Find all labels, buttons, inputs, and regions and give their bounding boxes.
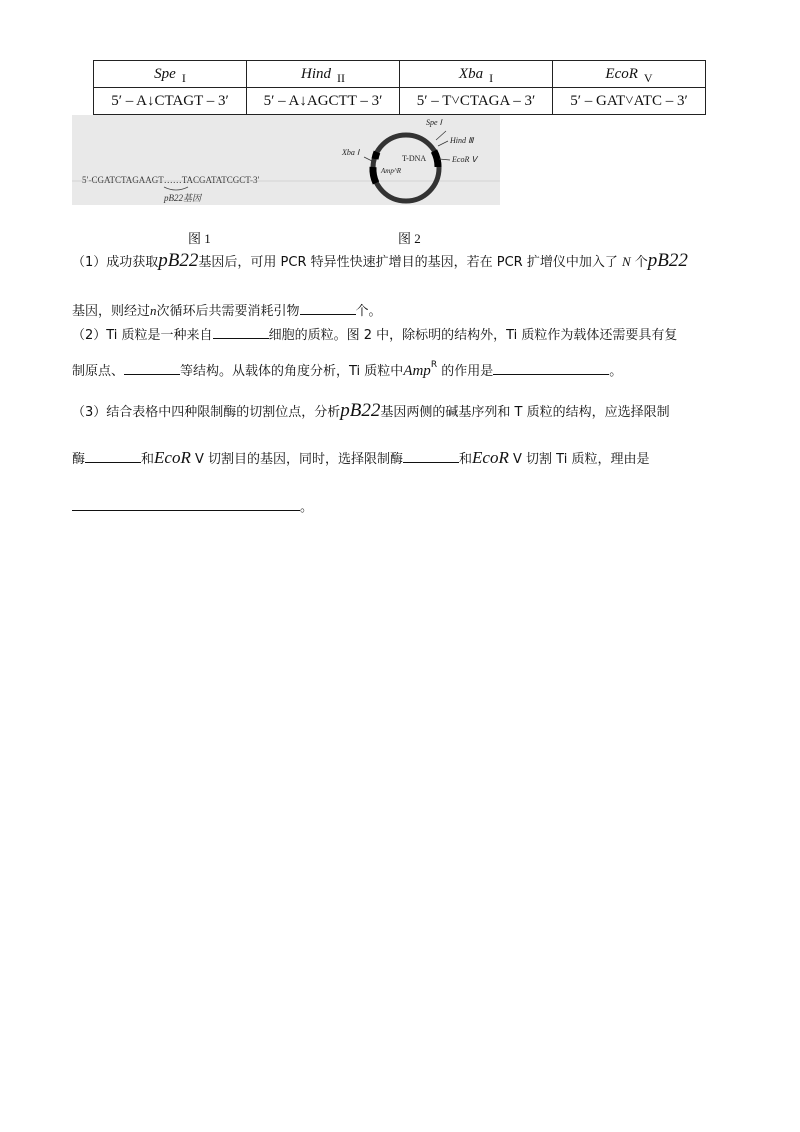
enzyme-header-hind [247,61,400,88]
tdna-region [434,151,438,167]
q3-text-g: V 切割 Ti 质粒，理由是 [513,452,650,467]
q1-text-f: 个。 [355,304,382,319]
label-hind: Hind Ⅲ [450,136,474,145]
figure1-caption: 图 1 [188,231,211,246]
q3-text-h: 。 [300,500,314,515]
q2-line1 [72,324,677,343]
site-ecor: 5′ – GAT˅ATC – 3′ [553,88,706,115]
site-spe: 5′ – A↓CTAGT – 3′ [94,88,247,115]
enzyme-site-row [94,88,706,115]
figure2-caption: 图 2 [398,231,421,246]
q1-text-b: 基因后，可用 PCR 特异性快速扩增目的基因，若在 PCR 扩增仪中加入了 [198,255,618,270]
q3-text-a: （3）结合表格中四种限制酶的切割位点，分析 [72,405,341,420]
arrow-xba [364,157,372,161]
site-xba: 5′ – T˅CTAGA – 3′ [400,88,553,115]
q2-answer-blank-3[interactable] [493,360,609,375]
plasmid-marker [375,152,377,159]
enzyme-header-row [94,61,706,88]
q2-text-f: 。 [609,364,623,379]
q3-line1 [72,400,670,422]
q1-line1 [72,250,688,272]
enzyme-number: II [337,70,345,85]
enzyme-name: Xba [458,65,484,82]
q2-text-c: 制原点、 [72,364,125,379]
site-hind: 5′ – A↓AGCTT – 3′ [247,88,400,115]
label-ecor: EcoR Ⅴ [452,155,477,164]
enzyme-header-ecor [553,61,706,88]
q2-answer-blank-1[interactable] [213,324,269,339]
enzyme-name: Hind [301,65,331,82]
q2-text-d: 等结构。从载体的角度分析，Ti 质粒中 [180,364,404,379]
ecor-name: EcoR [472,448,509,467]
q3-answer-blank-3[interactable] [72,496,300,511]
arrow-hind [438,141,448,146]
q3-line3 [72,496,313,515]
amp-superscript: R [430,360,438,370]
var-N: N [621,254,631,269]
q3-text-f: 和 [459,452,473,467]
q3-text-c: 酶 [72,452,86,467]
label-tdna: T-DNA [402,154,427,163]
label-spe: Spe Ⅰ [426,118,442,127]
q1-text-c: 个 [634,255,648,270]
enzyme-name: EcoR [605,65,638,82]
q3-line2 [72,448,649,468]
q2-text-b: 细胞的质粒。图 2 中，除标明的结构外，Ti 质粒作为载体还需要具有复 [268,328,678,343]
figure-image [72,115,500,205]
enzyme-header-xba [400,61,553,88]
enzyme-name: Spe [154,65,176,82]
amp-region [373,167,376,183]
figure-svg [72,115,500,205]
q2-answer-blank-2[interactable] [124,360,180,375]
q3-text-e: V 切割目的基因，同时，选择限制酶 [195,452,404,467]
ecor-name: EcoR [154,448,191,467]
arrow-spe [436,131,446,140]
enzyme-number: I [181,70,186,85]
enzyme-table [93,60,706,115]
q2-line2 [72,360,622,380]
q3-answer-blank-2[interactable] [403,448,459,463]
fig1-gene-label: pB22基因 [164,193,201,203]
label-xba: Xba Ⅰ [342,148,360,157]
label-amp: Amp^R [381,167,402,175]
enzyme-number: V [643,70,653,85]
q1-text-e: 次循环后共需要消耗引物 [156,304,300,319]
enzyme-header-spe [94,61,247,88]
q1-text-d: 基因，则经过 [72,304,151,319]
q3-text-d: 和 [141,452,155,467]
q1-line2 [72,300,382,319]
q3-answer-blank-1[interactable] [85,448,141,463]
q2-text-a: （2）Ti 质粒是一种来自 [72,328,213,343]
enzyme-number: I [489,70,494,85]
q3-text-b: 基因两侧的碱基序列和 T 质粒的结构，应选择限制 [380,405,670,420]
fig1-brace [164,187,188,190]
gene-name: pB22 [158,250,199,271]
gene-name: pB22 [340,400,381,421]
fig1-sequence: 5′-CGATCTAGAAGT……TACGATATCGCT-3′ [82,175,260,185]
gene-name: pB22 [647,250,688,271]
q2-text-e: 的作用是 [441,364,494,379]
var-n: n [150,303,157,318]
amp-gene: Amp [403,363,431,379]
q1-answer-blank[interactable] [300,300,356,315]
q1-text-a: （1）成功获取 [72,255,159,270]
